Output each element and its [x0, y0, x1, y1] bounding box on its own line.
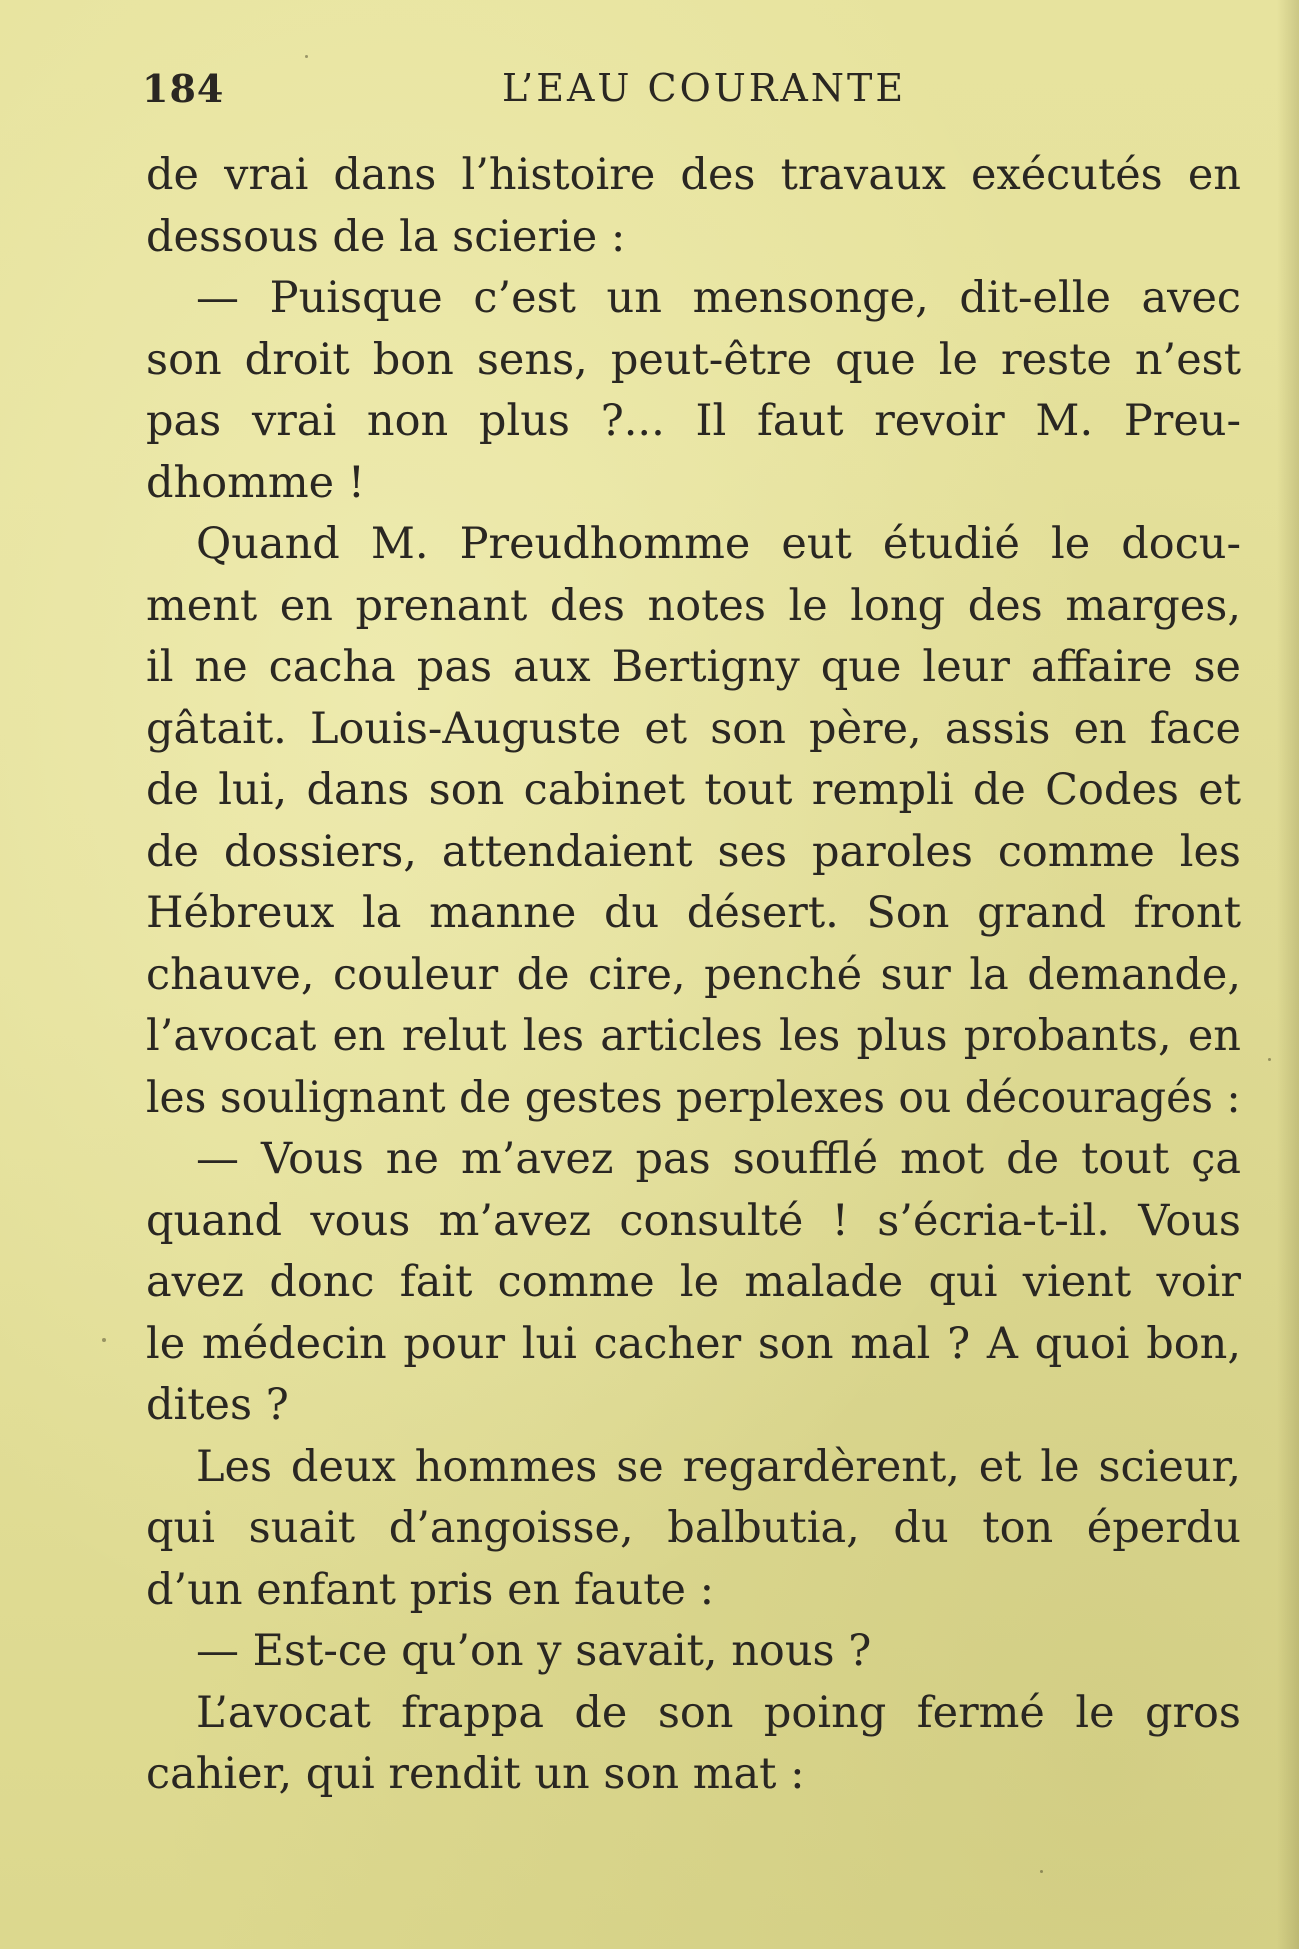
page-edge-shadow — [1277, 0, 1299, 1949]
text-line: Les deux hommes se regardèrent, et le scieur, — [196, 1441, 1241, 1492]
text-line: Hébreux la manne du désert. Son grand front — [146, 888, 1241, 938]
text-line: les soulignant de gestes perplexes ou découragés : — [146, 1072, 1241, 1123]
text-line: chauve, couleur de cire, penché sur la demande, — [146, 949, 1241, 1000]
text-line: dessous de la scierie : — [146, 211, 626, 262]
text-line: quand vous m’avez consulté ! s’écria-t-il. Vous — [146, 1195, 1241, 1246]
text-line: d’un enfant pris en faute : — [146, 1564, 715, 1615]
text-line: — Puisque c’est un mensonge, dit-elle avec — [196, 273, 1241, 323]
body-text — [146, 145, 1241, 1806]
paper-speck — [1268, 1058, 1271, 1061]
text-line: il ne cacha pas aux Bertigny que leur affaire se — [146, 642, 1241, 692]
text-line: de lui, dans son cabinet tout rempli de Codes et — [146, 765, 1241, 815]
paper-speck — [305, 55, 308, 58]
text-line: Quand M. Preudhomme eut étudié le docu- — [196, 519, 1241, 569]
text-line: L’avocat frappa de son poing fermé le gros — [196, 1687, 1241, 1738]
text-line: le médecin pour lui cacher son mal ? A quoi bon, — [146, 1318, 1241, 1369]
text-line: — Vous ne m’avez pas soufflé mot de tout ça — [196, 1134, 1241, 1184]
paper-speck — [1040, 1870, 1043, 1873]
text-line: ment en prenant des notes le long des marges, — [146, 580, 1241, 631]
text-line: de vrai dans l’histoire des travaux exécutés en — [146, 150, 1241, 200]
text-line: de dossiers, attendaient ses paroles comme les — [146, 826, 1241, 877]
paper-speck — [102, 1338, 106, 1342]
text-line: son droit bon sens, peut-être que le reste n’est — [146, 334, 1241, 385]
page-number: 184 — [142, 66, 225, 111]
text-line: avez donc fait comme le malade qui vient voir — [146, 1257, 1241, 1307]
text-line: dites ? — [146, 1380, 289, 1430]
text-line: pas vrai non plus ?... Il faut revoir M. Preu- — [146, 396, 1241, 446]
text-line: cahier, qui rendit un son mat : — [146, 1749, 805, 1799]
text-line: qui suait d’angoisse, balbutia, du ton éperdu — [146, 1503, 1241, 1553]
page-header — [142, 60, 1232, 120]
running-title: L’EAU COURANTE — [502, 66, 907, 110]
text-line: dhomme ! — [146, 457, 366, 508]
text-line: gâtait. Louis-Auguste et son père, assis en face — [146, 703, 1241, 754]
text-line: l’avocat en relut les articles les plus probants, en — [146, 1011, 1241, 1061]
text-line: — Est-ce qu’on y savait, nous ? — [196, 1626, 872, 1676]
